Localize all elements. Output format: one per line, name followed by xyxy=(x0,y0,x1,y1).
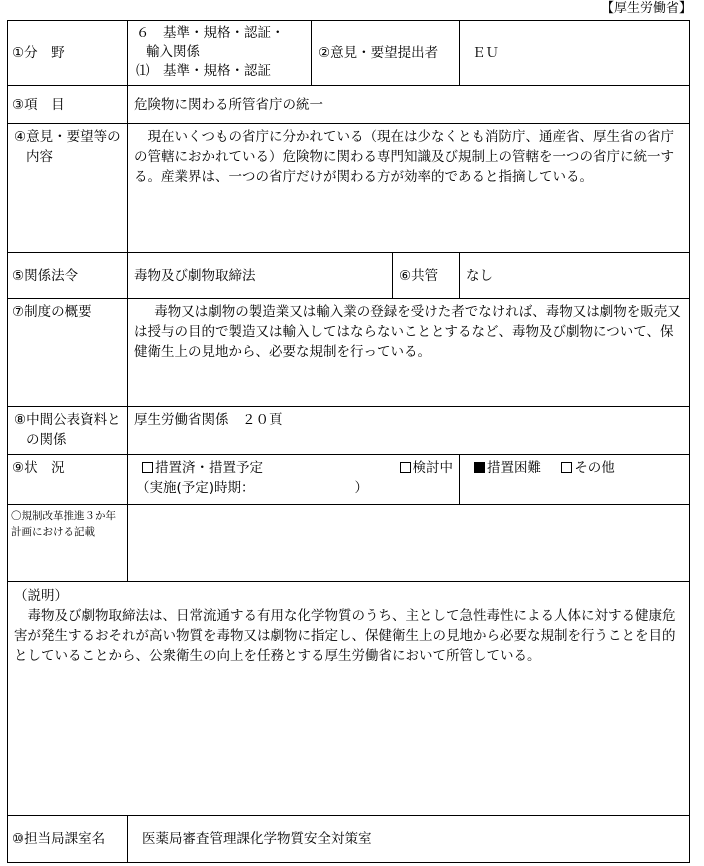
field2-value: ＥＵ xyxy=(460,21,690,86)
checkbox-other-icon[interactable] xyxy=(561,462,572,473)
request-form-table xyxy=(7,20,690,863)
status-option-other[interactable] xyxy=(561,460,615,476)
field10-label: ⑩担当局課室名 xyxy=(8,816,128,863)
field10-value: 医薬局審査管理課化学物質安全対策室 xyxy=(128,816,690,863)
field6-value: なし xyxy=(460,253,690,299)
status-option-difficult-label: 措置困難 xyxy=(487,460,542,476)
field9-status-main xyxy=(128,455,460,505)
status-option-difficult[interactable] xyxy=(474,460,545,476)
field8-value: 厚生労働省関係 ２０頁 xyxy=(128,407,690,455)
field3-label: ③項 目 xyxy=(8,86,128,124)
field1-value-line1: ６ 基準・規格・認証・ xyxy=(136,25,285,41)
field5-value: 毒物及び劇物取締法 xyxy=(128,253,393,299)
status-option-reviewing[interactable] xyxy=(358,458,453,478)
field5-label: ⑤関係法令 xyxy=(8,253,128,299)
status-option-other-label: その他 xyxy=(574,460,615,476)
plan-label: 〇規制改革推進３か年計画における記載 xyxy=(8,505,128,582)
plan-value xyxy=(128,505,690,582)
field2-label: ②意見・要望提出者 xyxy=(312,21,460,86)
schedule-line xyxy=(136,478,453,498)
field1-label: ①分 野 xyxy=(8,21,128,86)
explanation-text: 毒物及び劇物取締法は、日常流通する有用な化学物質のうち、主として急性毒性による人体に対する健康危害が発生するおそれが高い物質を毒物又は劇物に指定し、保健衛生上の見地から必要な規制を行うことを目的としていることから、公衆衛生の向上を任務とする厚生労働省において所管している。 xyxy=(14,608,676,664)
field8-label: ⑧中間公表資料との関係 xyxy=(8,407,128,455)
field7-value: 毒物又は劇物の製造業又は輸入業の登録を受けた者でなければ、毒物又は劇物を販売又は授与の目的で製造又は輸入してはならないこととするなど、毒物及び劇物について、保健衛生上の見地から、必要な規制を行っている。 xyxy=(128,299,690,407)
checkbox-difficult-checked-icon[interactable] xyxy=(474,462,485,473)
schedule-label: （実施(予定)時期： xyxy=(136,480,255,496)
explanation-heading: （説明） xyxy=(14,588,68,604)
field4-label: ④意見・要望等の内容 xyxy=(8,124,128,253)
field1-value-line2: 輸入関係 xyxy=(146,44,200,60)
field6-label: ⑥共管 xyxy=(393,253,460,299)
checkbox-reviewing-icon[interactable] xyxy=(400,462,411,473)
status-option-implemented-label: 措置済・措置予定 xyxy=(155,460,263,476)
checkbox-implemented-icon[interactable] xyxy=(142,462,153,473)
field4-value: 現在いくつもの省庁に分かれている（現在は少なくとも消防庁、通産省、厚生省の省庁の管轄におかれている）危険物に関わる専門知識及び規制上の管轄を一つの省庁に統一する。産業界は、一つの省庁だけが関わる方が効率的であると指摘している。 xyxy=(128,124,690,253)
status-option-implemented[interactable] xyxy=(142,458,358,478)
field7-label: ⑦制度の概要 xyxy=(8,299,128,407)
field9-status-side xyxy=(460,455,690,505)
explanation-section xyxy=(8,582,690,816)
field1-value xyxy=(128,21,312,86)
field9-label: ⑨状 況 xyxy=(8,455,128,505)
ministry-label: 【厚生労働省】 xyxy=(600,1,692,16)
schedule-close: ） xyxy=(354,480,369,496)
status-main-inner xyxy=(142,458,453,478)
field3-value: 危険物に関わる所管省庁の統一 xyxy=(128,86,690,124)
field1-value-line3: ⑴ 基準・規格・認証 xyxy=(136,63,271,79)
status-option-reviewing-label: 検討中 xyxy=(412,460,454,476)
